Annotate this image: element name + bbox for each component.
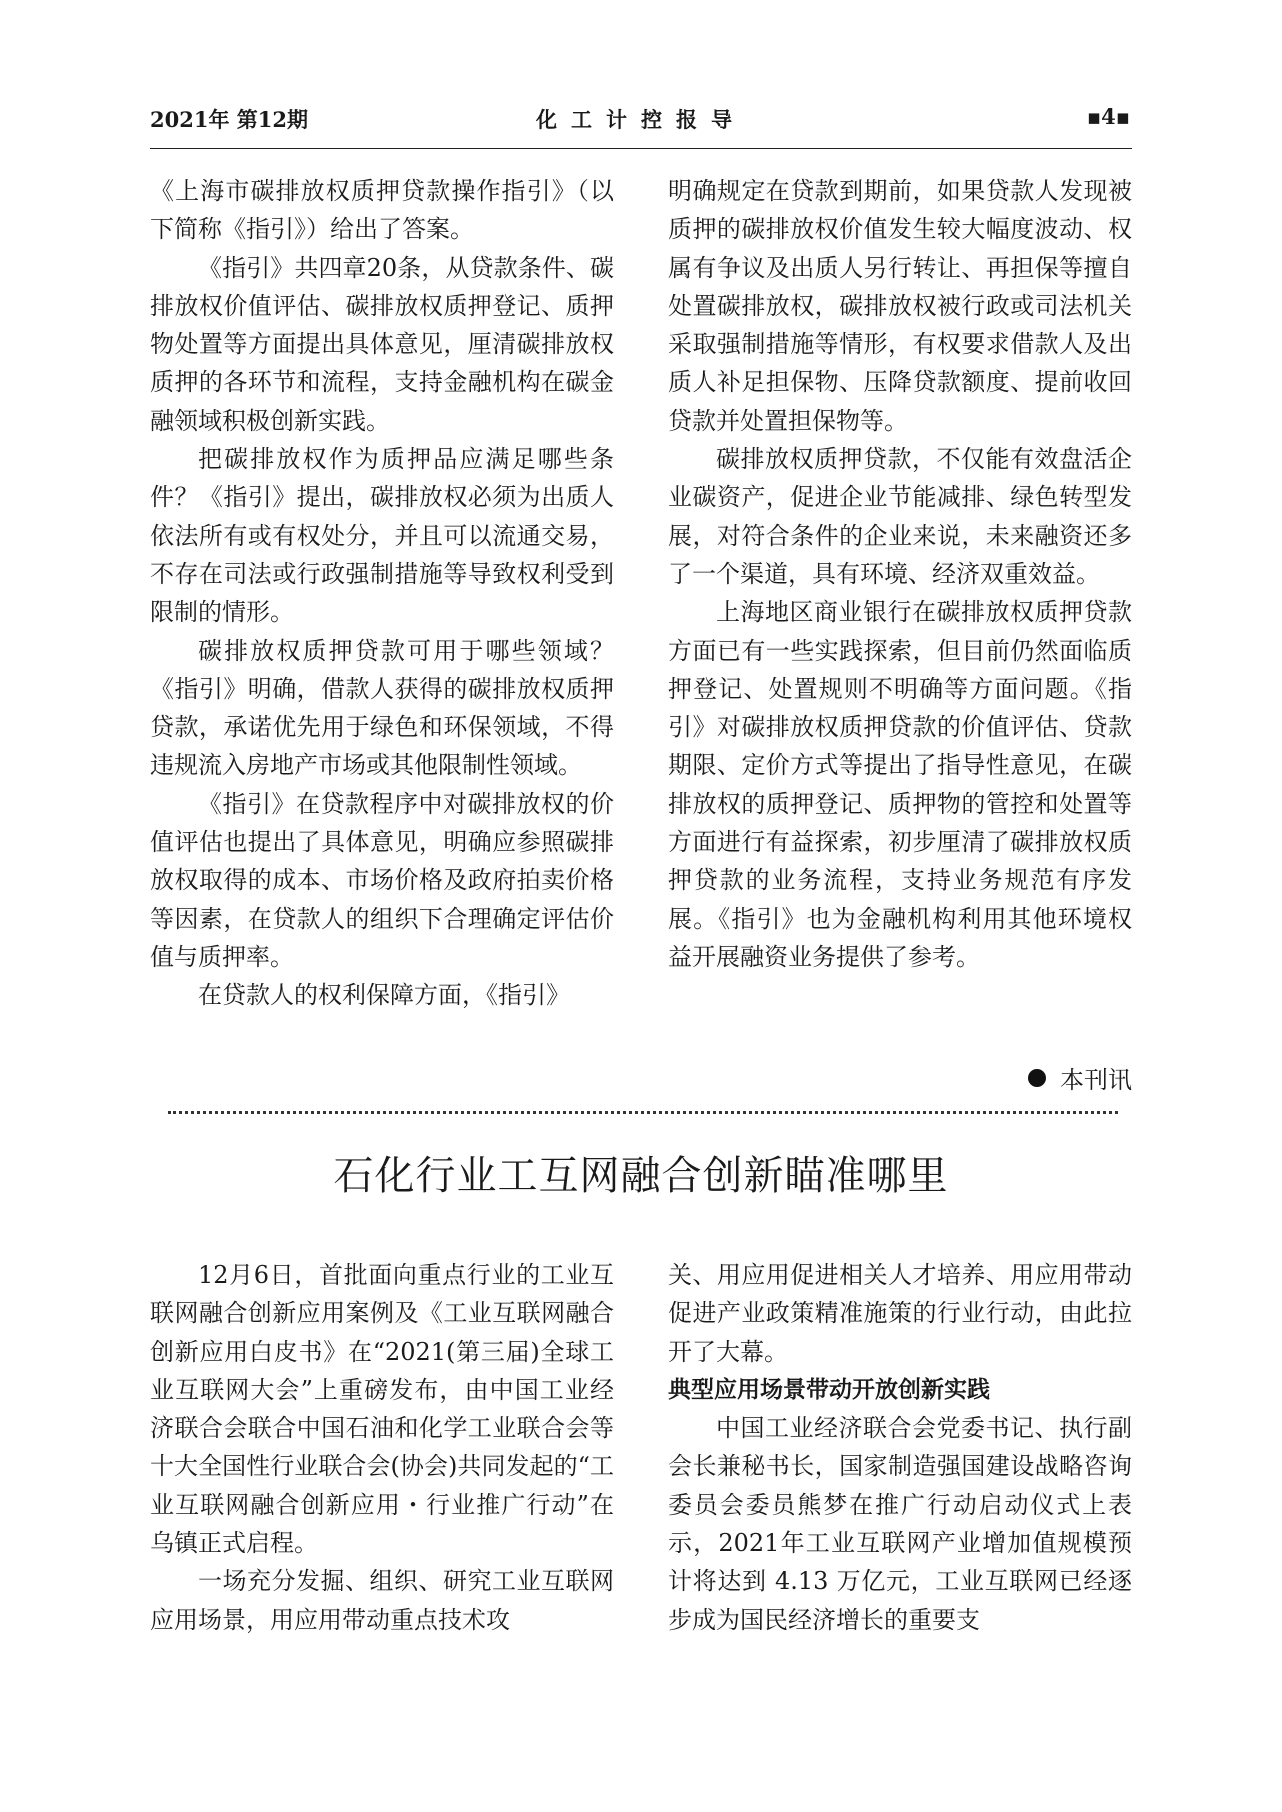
issue-label: 2021年 第12期: [150, 107, 308, 132]
page-number: ▪4▪: [1086, 104, 1130, 129]
article2-column-left: [150, 1256, 614, 1639]
paragraph: 12月6日，首批面向重点行业的工业互联网融合创新应用案例及《工业互联网融合创新应用白皮书》在“2021(第三届)全球工业互联网大会”上重磅发布，由中国工业经济联合会联合中国石油和化学工业联合会等十大全国性行业联合会(协会)共同发起的“工业互联网融合创新应用・行业推广行动”在乌镇正式启程。: [150, 1261, 614, 1558]
paragraph: 《指引》共四章20条，从贷款条件、碳排放权价值评估、碳排放权质押登记、质押物处置等方面提出具体意见，厘清碳排放权质押的各环节和流程，支持金融机构在碳金融领域积极创新实践。: [150, 253, 614, 435]
paragraph: 《指引》在贷款程序中对碳排放权的价值评估也提出了具体意见，明确应参照碳排放权取得的成本、市场价格及政府拍卖价格等因素，在贷款人的组织下合理确定评估价值与质押率。: [150, 789, 614, 971]
paragraph: 上海地区商业银行在碳排放权质押贷款方面已有一些实践探索，但目前仍然面临质押登记、处置规则不明确等方面问题。《指引》对碳排放权质押贷款的价值评估、贷款期限、定价方式等提出了指导性意见，在碳排放权的质押登记、质押物的管控和处置等方面进行有益探索，初步厘清了碳排放权质押贷款的业务流程，支持业务规范有序发展。《指引》也为金融机构利用其他环境权益开展融资业务提供了参考。: [668, 598, 1132, 971]
journal-name: 化工计控报导: [536, 107, 746, 132]
paragraph: 把碳排放权作为质押品应满足哪些条件？《指引》提出，碳排放权必须为出质人依法所有或有权处分，并且可以流通交易，不存在司法或行政强制措施等导致权利受到限制的情形。: [150, 445, 614, 627]
paragraph: 碳排放权质押贷款，不仅能有效盘活企业碳资产，促进企业节能减排、绿色转型发展，对符合条件的企业来说，未来融资还多了一个渠道，具有环境、经济双重效益。: [668, 445, 1132, 588]
paragraph: 《上海市碳排放权质押贷款操作指引》（以下简称《指引》）给出了答案。: [150, 177, 614, 244]
paragraph: 在贷款人的权利保障方面，《指引》: [198, 981, 570, 1010]
paragraph: 关、用应用促进相关人才培养、用应用带动促进产业政策精准施策的行业行动，由此拉开了大幕。: [668, 1261, 1132, 1366]
article1-column-left: [150, 172, 614, 1015]
paragraph: 一场充分发掘、组织、研究工业互联网应用场景，用应用带动重点技术攻: [150, 1567, 614, 1634]
bullet-dot-icon: [1028, 1069, 1046, 1087]
paragraph: 碳排放权质押贷款可用于哪些领域？《指引》明确，借款人获得的碳排放权质押贷款，承诺优先用于绿色和环保领域，不得违规流入房地产市场或其他限制性领域。: [150, 636, 614, 780]
article2-title: 石化行业工互网融合创新瞄准哪里: [333, 1153, 949, 1199]
source-label: 本刊讯: [1060, 1066, 1132, 1094]
paragraph: 明确规定在贷款到期前，如果贷款人发现被质押的碳排放权价值发生较大幅度波动、权属有争议及出质人另行转让、再担保等擅自处置碳排放权，碳排放权被行政或司法机关采取强制措施等情形，有权要求借款人及出质人补足担保物、压降贷款额度、提前收回贷款并处置担保物等。: [668, 177, 1132, 435]
section-subheading: 典型应用场景带动开放创新实践: [668, 1376, 990, 1403]
article2-column-right: [668, 1256, 1132, 1639]
article-separator: [168, 1111, 1118, 1114]
article1-source: [1028, 1060, 1132, 1095]
paragraph: 中国工业经济联合会党委书记、执行副会长兼秘书长，国家制造强国建设战略咨询委员会委员熊梦在推广行动启动仪式上表示，2021年工业互联网产业增加值规模预计将达到 4.13 万亿元，工业互联网已经逐步成为国民经济增长的重要支: [668, 1414, 1132, 1634]
article1-column-right: [668, 172, 1132, 976]
header-rule: [150, 148, 1132, 149]
